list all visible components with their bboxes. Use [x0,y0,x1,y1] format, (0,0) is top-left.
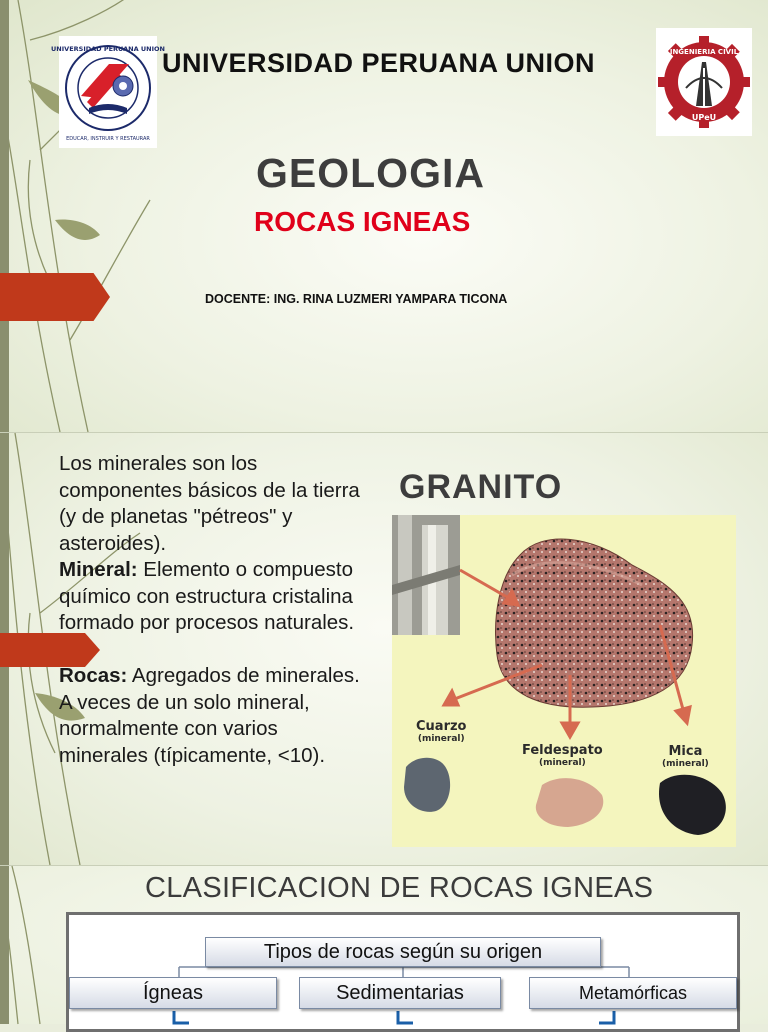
accent-arrow [0,273,110,321]
granite-illustration [392,515,736,847]
minerals-description [59,451,369,769]
minerals-slide [0,433,768,865]
left-edge-bar [0,866,9,1024]
classification-slide [0,866,768,1024]
rock-types-diagram [66,912,740,1032]
rocas-term: Rocas: [59,664,128,687]
university-name: UNIVERSIDAD PERUANA UNION [162,48,596,78]
node-igneas: Ígneas [69,977,277,1009]
mineral-definition: Elemento o compuesto químico con estructura cristalina formado por procesos naturales. [59,558,355,634]
node-sedimentarias: Sedimentarias [299,977,501,1009]
mineral-label-cuarzo: Cuarzo (mineral) [416,719,467,744]
node-metamorficas: Metamórficas [529,977,737,1009]
rocas-definition: Agregados de minerales. A veces de un solo mineral, normalmente con varios minerales (típicamente, <10). [59,664,360,767]
diagram-root-node: Tipos de rocas según su origen [205,937,601,967]
logo-left-text: UNIVERSIDAD PERUANA UNION [51,45,165,53]
granito-heading: GRANITO [399,468,563,506]
left-edge-bar [0,0,9,432]
diagram-connectors [69,915,737,1029]
slide-title: GEOLOGIA [256,150,485,196]
classification-heading: CLASIFICACION DE ROCAS IGNEAS [145,872,654,904]
ingenieria-civil-logo [656,28,752,136]
logo-right-abbr: UPeU [691,113,717,122]
logo-left-motto: EDUCAR, INSTRUIR Y RESTAURAR [66,136,150,142]
slide-subtitle: ROCAS IGNEAS [254,206,471,237]
docente-label: DOCENTE: ING. RINA LUZMERI YAMPARA TICONA [205,292,508,306]
mineral-label-mica: Mica (mineral) [662,744,709,769]
mineral-term: Mineral: [59,558,138,581]
upeu-logo [51,36,165,148]
logo-right-text: INGENIERIA CIVIL [669,48,739,56]
title-slide [0,0,768,432]
intro-paragraph: Los minerales son los componentes básicos de la tierra (y de planetas "pétreos" y asteroides). [59,452,360,555]
mineral-label-feldespato: Feldespato (mineral) [522,743,603,768]
